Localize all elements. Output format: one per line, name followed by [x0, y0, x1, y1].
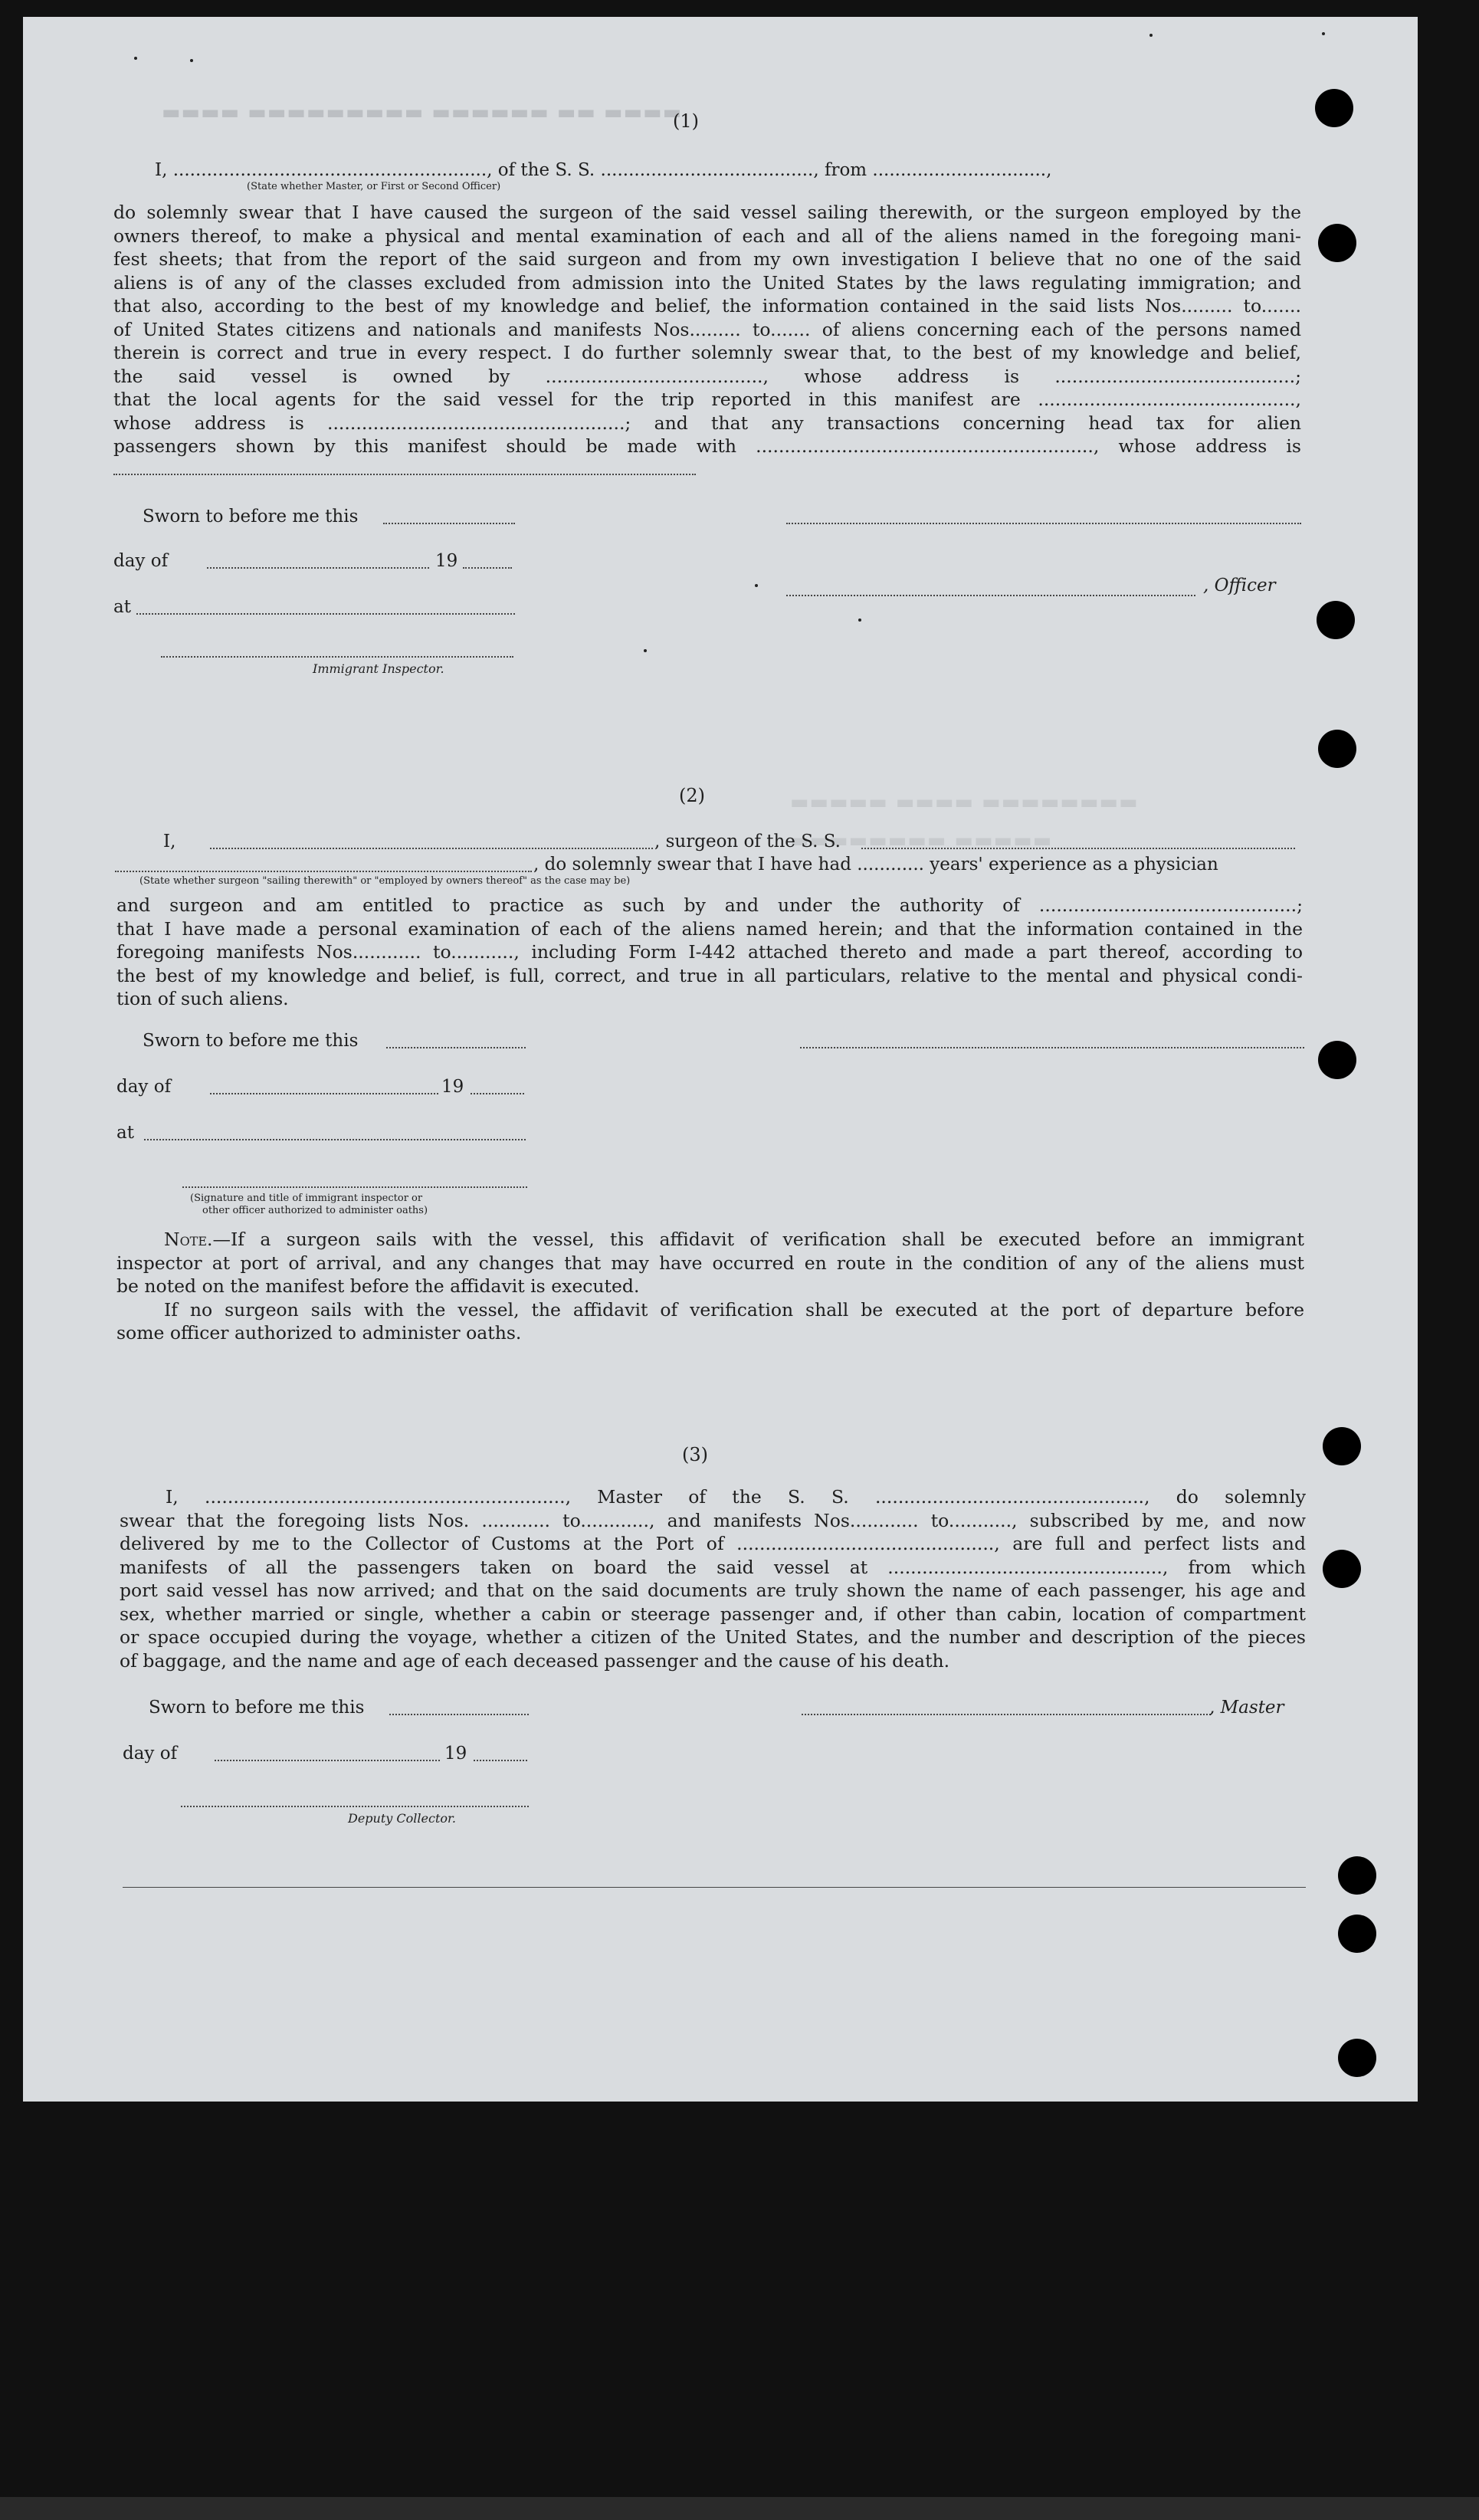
- section-2-oath-line: , do solemnly swear that I have had ............ years' experience as a physician: [533, 855, 1218, 874]
- section-2-official-caption-1: (Signature and title of immigrant inspector or: [190, 1193, 423, 1204]
- section-2-surgeon-label: , surgeon of the S. S.: [654, 832, 841, 851]
- dust-speck: [1322, 32, 1325, 35]
- punch-hole: [1318, 1041, 1356, 1079]
- section-2-note: [116, 1228, 1304, 1345]
- section-1-address-line: [113, 474, 696, 475]
- section-1-officer-signature-line: [786, 523, 1301, 524]
- section-1-inspector-caption: Immigrant Inspector.: [313, 661, 444, 676]
- section-2-year-label: 19: [441, 1077, 464, 1097]
- paragraph-line: tion of such aliens.: [116, 988, 289, 1009]
- paragraph-line: that the local agents for the said vessel for the trip reported in this manifest are .............................................,: [113, 389, 1301, 410]
- section-1-sworn-line: [383, 523, 515, 524]
- section-1-paragraph: [113, 201, 1301, 458]
- section-3-day-label: day of: [123, 1744, 178, 1764]
- bleed-through-mark: ▬▬▬▬▬ ▬▬▬▬▬▬▬▬: [789, 829, 1052, 852]
- section-2-role-line: [115, 871, 532, 872]
- paragraph-line: and surgeon and am entitled to practice as such by and under the authority of .............................................;: [116, 894, 1303, 916]
- note-line: some officer authorized to administer oaths.: [116, 1322, 522, 1344]
- note-line: inspector at port of arrival, and any changes that may have occurred en route in the condition of any of the aliens must: [116, 1252, 1304, 1274]
- paragraph-line: of United States citizens and nationals and manifests Nos......... to....... of aliens concerning each of the persons named: [113, 318, 1301, 340]
- section-1-title-caption: (State whether Master, or First or Second Officer): [247, 181, 501, 192]
- section-1-year-line: [463, 567, 512, 569]
- section-2-at-line: [144, 1139, 526, 1140]
- note-label: Note.: [164, 1229, 213, 1250]
- section-3-paragraph: [120, 1485, 1306, 1672]
- section-1-year-label: 19: [435, 551, 458, 571]
- section-3-collector-line: [181, 1806, 529, 1807]
- section-2-name-line: [210, 848, 653, 849]
- punch-hole: [1338, 1856, 1376, 1895]
- paragraph-line: that also, according to the best of my knowledge and belief, the information contained in the said lists Nos......... to.......: [113, 295, 1301, 317]
- bleed-through-mark: ▬▬▬▬▬▬▬▬ ▬▬▬▬ ▬▬▬▬▬: [789, 791, 1138, 814]
- section-2-i-label: I,: [163, 832, 176, 851]
- dust-speck: [755, 584, 758, 587]
- section-3-sworn-line: [389, 1714, 529, 1715]
- section-3-year-label: 19: [444, 1744, 467, 1764]
- section-1-officer-label: , Officer: [1203, 576, 1276, 596]
- section-1-number: (1): [673, 110, 699, 132]
- dust-speck: [1149, 34, 1153, 37]
- bleed-through-mark: ▬▬▬▬ ▬▬ ▬▬▬▬▬▬ ▬▬▬▬▬▬▬▬▬ ▬▬▬▬: [161, 101, 682, 124]
- paragraph-line: delivered by me to the Collector of Customs at the Port of ............................................., are full and perfect lists and: [120, 1533, 1306, 1554]
- paragraph-line: aliens is of any of the classes excluded from admission into the United States by the laws regulating immigration; and: [113, 271, 1301, 294]
- punch-hole: [1338, 2039, 1376, 2077]
- paragraph-line: of baggage, and the name and age of each deceased passenger and the cause of his death.: [120, 1649, 950, 1672]
- section-2-role-caption: (State whether surgeon "sailing therewith" or "employed by owners thereof" as the case may be): [139, 875, 631, 887]
- section-2-sworn-label: Sworn to before me this: [143, 1031, 359, 1051]
- section-3-number: (3): [682, 1444, 708, 1465]
- section-2-official-line: [182, 1186, 527, 1188]
- paragraph-line: manifests of all the passengers taken on board the said vessel at ................................................, from which: [120, 1556, 1306, 1578]
- section-3-day-line: [215, 1760, 440, 1761]
- dust-speck: [644, 649, 647, 652]
- dust-speck: [134, 57, 137, 60]
- section-2-signature-line: [800, 1047, 1304, 1048]
- section-1-day-label: day of: [113, 551, 169, 571]
- punch-hole: [1317, 601, 1355, 639]
- paragraph-line: sex, whether married or single, whether a cabin or steerage passenger and, if other than cabin, location of compartment: [120, 1603, 1306, 1625]
- paragraph-line: owners thereof, to make a physical and mental examination of each and all of the aliens named in the foregoing mani-: [113, 225, 1301, 247]
- paragraph-line: the said vessel is owned by ......................................, whose address is ..........................................;: [113, 365, 1301, 387]
- note-line: If no surgeon sails with the vessel, the affidavit of verification shall be executed at the port of departure before: [164, 1298, 1304, 1321]
- dust-speck: [190, 59, 193, 62]
- bottom-rule: [123, 1887, 1306, 1888]
- paragraph-line: swear that the foregoing lists Nos. ............ to............, and manifests Nos............ to..........., subscribed by me, and now: [120, 1509, 1306, 1531]
- section-1-sworn-label: Sworn to before me this: [143, 507, 359, 527]
- section-2-paragraph: [116, 894, 1303, 1011]
- section-3-master-label: , Master: [1209, 1698, 1284, 1718]
- paragraph-line: foregoing manifests Nos............ to..........., including Form I-442 attached thereto and made a part thereof, according to: [116, 941, 1303, 963]
- note-line: be noted on the manifest before the affidavit is executed.: [116, 1275, 640, 1297]
- section-3-collector-caption: Deputy Collector.: [348, 1811, 456, 1826]
- paragraph-line: I, ..............................................................., Master of the S. S. ..............................................., do solemnly: [166, 1486, 1306, 1508]
- note-text: —If a surgeon sails with the vessel, this affidavit of verification shall be executed before an immigrant: [212, 1229, 1304, 1250]
- section-2-day-label: day of: [116, 1077, 172, 1097]
- section-1-day-line: [207, 567, 429, 569]
- paragraph-line: fest sheets; that from the report of the said surgeon and from my own investigation I believe that no one of the said: [113, 248, 1301, 270]
- section-2-number: (2): [679, 785, 705, 806]
- section-2-at-label: at: [116, 1123, 134, 1143]
- section-1-oath-line: I, ........................................................, of the S. S. ......................................, from ...............................,: [155, 160, 1052, 180]
- section-2-day-line: [210, 1093, 438, 1094]
- section-3-master-signature-line: [802, 1714, 1211, 1715]
- punch-hole: [1323, 1427, 1361, 1465]
- film-edge-strip: [0, 2497, 1479, 2520]
- punch-hole: [1318, 224, 1356, 262]
- section-3-year-line: [474, 1760, 527, 1761]
- dust-speck: [858, 619, 861, 622]
- punch-hole: [1323, 1550, 1361, 1588]
- section-1-at-label: at: [113, 597, 131, 617]
- section-2-vessel-line: [861, 848, 1295, 849]
- paragraph-line: do solemnly swear that I have caused the surgeon of the said vessel sailing therewith, or the surgeon employed by the: [113, 202, 1301, 223]
- paragraph-line: port said vessel has now arrived; and that on the said documents are truly shown the name of each passenger, his age and: [120, 1580, 1306, 1601]
- section-3-sworn-label: Sworn to before me this: [149, 1698, 365, 1718]
- section-2-year-line: [471, 1093, 524, 1094]
- section-2-official-caption-2: other officer authorized to administer oaths): [202, 1205, 428, 1216]
- paragraph-line: the best of my knowledge and belief, is full, correct, and true in all particulars, relative to the mental and physical condi-: [116, 964, 1303, 986]
- note-first-line: [116, 1228, 1304, 1252]
- section-1-officer-line: [786, 595, 1195, 596]
- paragraph-line: that I have made a personal examination of each of the aliens named herein; and that the information contained in the: [116, 917, 1303, 940]
- paragraph-line: therein is correct and true in every respect. I do further solemnly swear that, to the best of my knowledge and belief,: [113, 342, 1301, 363]
- punch-hole: [1338, 1915, 1376, 1953]
- punch-hole: [1318, 730, 1356, 768]
- affidavit-page: [23, 17, 1418, 2102]
- paragraph-line: whose address is ....................................................; and that any transactions concerning head tax for alien: [113, 412, 1301, 434]
- section-1-inspector-line: [161, 656, 513, 658]
- section-2-sworn-line: [386, 1047, 526, 1048]
- section-1-at-line: [136, 613, 515, 615]
- paragraph-line: or space occupied during the voyage, whether a citizen of the United States, and the number and description of the pieces: [120, 1626, 1306, 1648]
- punch-hole: [1315, 89, 1353, 127]
- paragraph-line: passengers shown by this manifest should be made with ..........................................................., whose address is: [113, 435, 1301, 457]
